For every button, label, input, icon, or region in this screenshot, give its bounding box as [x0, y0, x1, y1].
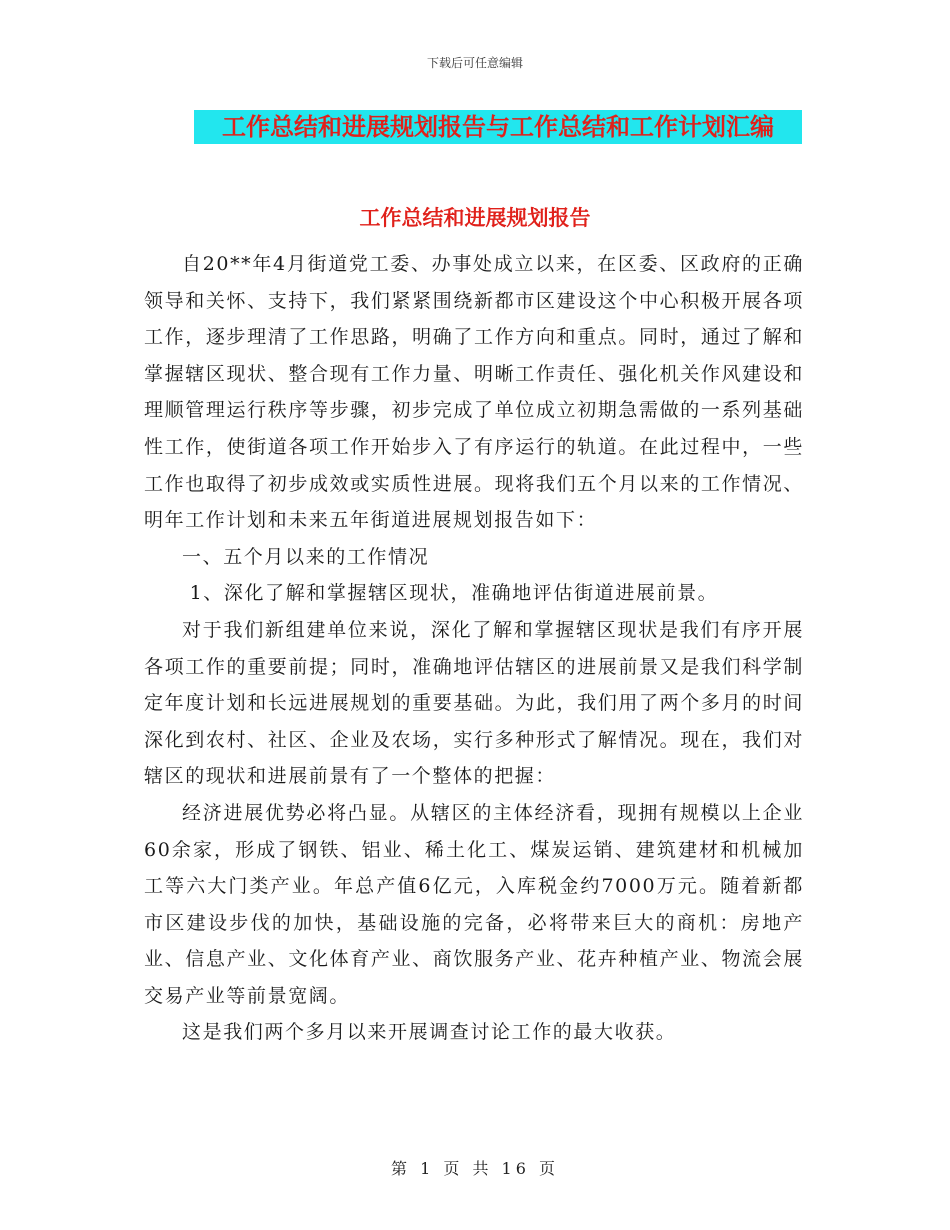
subsection-heading-1: 1、深化了解和掌握辖区现状，准确地评估街道进展前景。: [189, 582, 719, 605]
section-heading-1: 一、五个月以来的工作情况: [182, 545, 430, 568]
paragraph-economy: 经济进展优势必将凸显。从辖区的主体经济看，现拥有规模以上企业60余家，形成了钢铁、铝业、稀土化工、煤炭运销、建筑建材和机械加工等六大门类产业。年总产值6亿元，入库税金约7000万元。随着新都市区建设步伐的加快，基础设施的完备，必将带来巨大的商机：房地产业、信息产业、文化体育产业、商饮服务产业、花卉种植产业、物流会展交易产业等前景宽阔。: [144, 801, 804, 1007]
paragraph-intro: 自20**年4月街道党工委、办事处成立以来，在区委、区政府的正确领导和关怀、支持下，我们紧紧围绕新都市区建设这个中心积极开展各项工作，逐步理清了工作思路，明确了工作方向和重点。同时，通过了解和掌握辖区现状、整合现有工作力量、明晰工作责任、强化机关作风建设和理顺管理运行秩序等步骤，初步完成了单位成立初期急需做的一系列基础性工作，使街道各项工作开始步入了有序运行的轨道。在此过程中，一些工作也取得了初步成效或实质性进展。现将我们五个月以来的工作情况、明年工作计划和未来五年街道进展规划报告如下：: [144, 253, 804, 532]
main-title-container: [194, 110, 802, 144]
report-title: 工作总结和进展规划报告: [359, 206, 591, 230]
page-header-note: 下载后可任意编辑: [426, 56, 523, 70]
paragraph-conclusion: 这是我们两个多月以来开展调查讨论工作的最大收获。: [182, 1021, 677, 1044]
paragraph-understanding: 对于我们新组建单位来说，深化了解和掌握辖区现状是我们有序开展各项工作的重要前提；同时，准确地评估辖区的进展前景又是我们科学制定年度计划和长远进展规划的重要基础。为此，我们用了两个多月的时间深化到农村、社区、企业及农场，实行多种形式了解情况。现在，我们对辖区的现状和进展前景有了一个整体的把握：: [144, 618, 804, 788]
page-number: 第 1 页 共 16 页: [391, 1159, 559, 1178]
main-title: 工作总结和进展规划报告与工作总结和工作计划汇编: [194, 110, 802, 144]
document-body: [144, 246, 804, 1051]
